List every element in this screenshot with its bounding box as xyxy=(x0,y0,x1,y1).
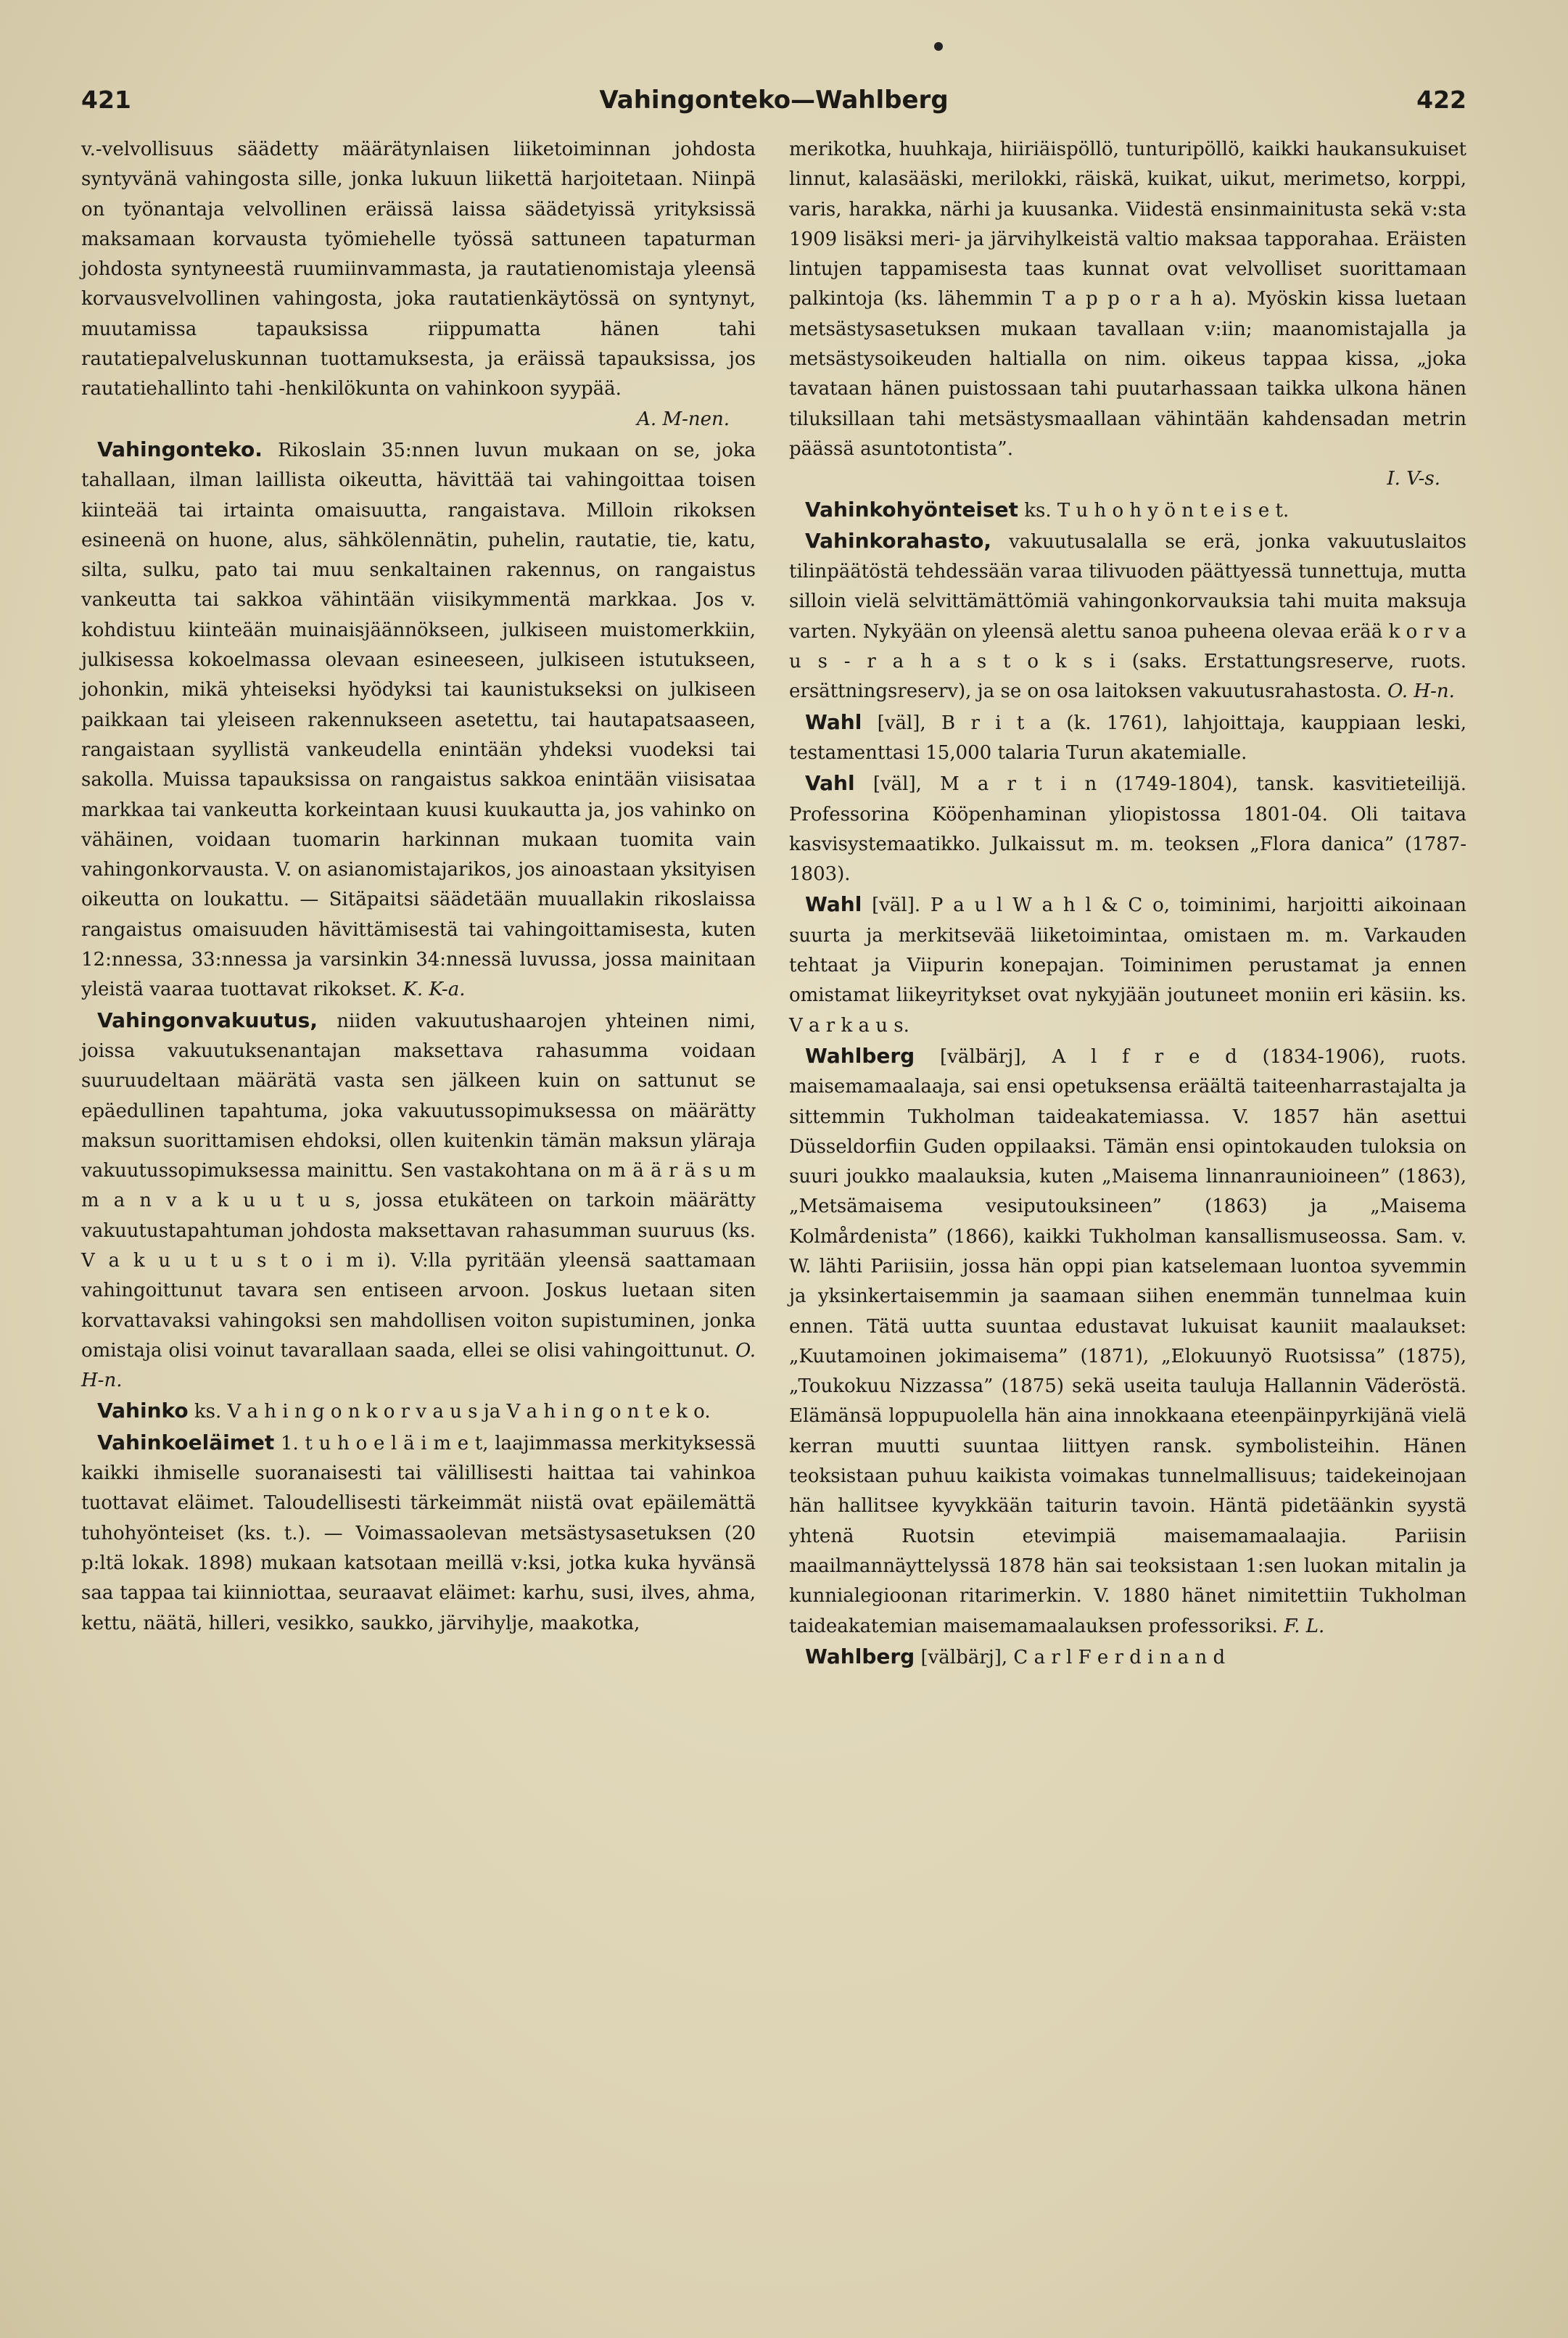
article-vahinkorahasto xyxy=(789,526,1466,707)
article-text: v.-velvollisuus säädetty määrätynlaisen liiketoiminnan johdosta syntyvänä vahingosta sille, jonka lukuun liikettä harjoitetaan. Niinpä on työnantaja velvollinen eräissä laissa säädetyissä yrityksissä maksamaan korvausta työmiehelle työssä sattuneen tapaturman johdosta syntyneestä ruumiinvammasta, ja rautatienomistaja yleensä korvausvelvollinen vahingosta, joka rautatienkäytössä on syntynyt, muutamissa tapauksissa riippumatta hänen tahi rautatiepalveluskunnan tuottamuksesta, ja eräissä tapauksissa, jos rautatiehallinto tahi -henkilökunta on vahinkoon syypää. xyxy=(81,139,756,400)
page-header xyxy=(81,86,1466,129)
headword: Wahl xyxy=(805,709,862,734)
article-continuation xyxy=(789,135,1466,495)
article-continuation xyxy=(81,135,756,435)
article-vahinko xyxy=(81,1396,756,1427)
running-title: Vahingonteko—Wahlberg xyxy=(599,86,949,115)
article-text: [väl], M a r t i n (1749-1804), tansk. kasvitieteilijä. Professorina Kööpenhaminan yliopistossa 1801-04. Oli taitava kasvisystemaatikko. Julkaissut m. m. teoksen „Flora danica” (1787-1803). xyxy=(789,773,1467,886)
article-text: [välbärj], A l f r e d (1834-1906), ruots. maisemamaalaaja, sai ensi opetuksensa eräältä taiteenharrastajalta ja sittemmin Tukholman taideakatemiassa. V. 1857 hän asettui Düsseldorfiin Guden oppilaaksi. Tämän ensi opintokauden tuloksia on suuri joukko maalauksia, kuten „Maisema linnanraunioineen” (1863), „Metsämaisema vesiputouksineen” (1863) ja „Maisema Kolmårdenista” (1866), kaikki Tukholman kansallismuseossa. Sam. v. W. lähti Pariisiin, jossa hän oppi pian katselemaan luontoa syvemmin ja yksinkertaisemmin ja saamaan siihen enemmän tunnelmaa kuin ennen. Tätä uutta suuntaa edustavat lukuisat kauniit maalaukset: „Kuutamoinen jokimaisema” (1871), „Elokuunyö Ruotsissa” (1875), „Toukokuu Nizzassa” (1875) sekä useita tauluja Hallannin Väderöstä. Elämänsä loppupuolella hän aina innokkaana eteenpäinpyrkijänä vielä kerran muutti suuntaa liittyen ransk. symbolisteihin. Hänen teoksistaan puhuu kaikista voimakas tunnelmallisuus; taidekeinojaan hän hallitsee kyvykkään taiturin tavoin. Häntä pidetäänkin syystä yhtenä Ruotsin etevimpiä maisemamaalaajia. Pariisin maailmannäyttelyssä 1878 hän sai teoksistaan 1:sen luokan mitalin ja kunnialegioonan ritarimerkin. V. 1880 hänet nimitettiin Tukholman taideakatemian maisemamaalauksen professoriksi. xyxy=(789,1045,1466,1637)
article-text: ks. T u h o h y ö n t e i s e t. xyxy=(1024,499,1290,522)
headword: Vahinkohyönteiset xyxy=(805,497,1018,522)
article-wahlberg-alfred xyxy=(789,1041,1466,1642)
author-signature: I. V-s. xyxy=(1387,468,1440,490)
headword: Vahl xyxy=(805,771,855,796)
article-text: merikotka, huuhkaja, hiiriäispöllö, tunturipöllö, kaikki haukansukuiset linnut, kalasääski, merilokki, räiskä, kuikat, uikut, merimetso, korppi, varis, harakka, närhi ja kuusanka. Viidestä ensinmainitusta sekä v:sta 1909 lisäksi meri- ja järvihylkeistä valtio maksaa tapporahaa. Eräisten lintujen tappamisesta taas kunnat ovat velvolliset suorittamaan palkintoja (ks. lähemmin T a p p o r a h a). Myöskin kissa luetaan metsästysasetuksen mukaan tavallaan v:iin; maanomistajalla ja metsästysoikeuden haltialla on nim. oikeus tappaa kissa, „joka tavataan hänen puistossaan tahi puutarhassaan taikka ulkona hänen tiluksillaan tahi metsästysmaallaan vähintään kahdensadan metrin päässä asuntotontista”. xyxy=(789,139,1466,460)
article-text: niiden vakuutushaarojen yhteinen nimi, joissa vakuutuksenantajan maksettava rahasumma voidaan suuruudeltaan määrätä vasta sen jälkeen kuin on sattunut se epäedullinen tapahtuma, joka vakuutussopimuksessa on määrätty maksun suorittamisen ehdoksi, ollen kuitenkin tämän maksun yläraja vakuutussopimuksessa mainittu. Sen vastakohtana on m ä ä r ä s u m m a n v a k u u t u s, jossa etukäteen on tarkoin määrätty vakuutustapahtuman johdosta maksettavan rahasumman suuruus (ks. V a k u u t u s t o i m i). V:lla pyritään yleensä saattamaan vahingoittunut tavara sen entiseen arvoon. Joskus luetaan siten korvattavaksi vahingoksi sen mahdollisen voiton supistuminen, jonka omistaja olisi voinut tavarallaan saada, ellei se olisi vahingoittunut. xyxy=(81,1010,756,1362)
headword: Wahlberg xyxy=(805,1043,915,1068)
article-vahinkoelaimet xyxy=(81,1428,756,1639)
article-text: vakuutusalalla se erä, jonka vakuutuslaitos tilinpäätöstä tehdessään varaa tilivuoden päättyessä tunnettuja, mutta silloin vielä selvittämättömiä vahingonkorvauksia tahi muita maksuja varten. Nykyään on yleensä alettu sanoa puheena olevaa erää k o r v a u s - r a h a s t o k s i (saks. Erstattungsreserve, ruots. ersättningsreserv), ja se on osa laitoksen vakuutusrahastosta. xyxy=(789,530,1467,703)
author-signature: O. H-n. xyxy=(81,1339,756,1392)
article-text: [väl], B r i t a (k. 1761), lahjoittaja, kauppiaan leski, testamenttasi 15,000 talaria Turun akatemialle. xyxy=(789,712,1466,764)
headword: Wahl xyxy=(805,892,862,917)
headword: Vahinko xyxy=(97,1399,189,1423)
article-wahl-paul xyxy=(789,889,1466,1040)
page-number-left: 421 xyxy=(81,86,131,114)
article-wahlberg-carl xyxy=(789,1642,1466,1673)
article-vahl-martin xyxy=(789,768,1466,889)
left-column xyxy=(81,135,756,1639)
author-signature: F. L. xyxy=(1284,1615,1325,1637)
article-vahingonteko xyxy=(81,435,756,1005)
article-vahinkohyonteiset xyxy=(789,495,1466,526)
headword: Vahinkorahasto, xyxy=(805,528,992,553)
headword: Vahingonvakuutus, xyxy=(97,1008,318,1032)
author-signature: A. M-nen. xyxy=(637,408,730,430)
headword: Vahinkoeläimet xyxy=(97,1430,275,1454)
article-text: 1. t u h o e l ä i m e t, laajimmassa merkityksessä kaikki ihmiselle suoranaisesti tai välillisesti haittaa tai vahinkoa tuottavat eläimet. Taloudellisesti tärkeimmät niistä ovat epäilemättä tuhohyönteiset (ks. t.). — Voimassaolevan metsästysasetuksen (20 p:ltä lokak. 1898) mukaan katsotaan meillä v:ksi, jotka kuka hyvänsä saa tappaa tai kiinniottaa, seuraavat eläimet: karhu, susi, ilves, ahma, kettu, näätä, hilleri, vesikko, saukko, järvihylje, maakotka, xyxy=(81,1432,756,1634)
headword: Vahingonteko. xyxy=(97,437,263,461)
right-column xyxy=(789,135,1466,1673)
author-signature: K. K-a. xyxy=(403,979,466,1001)
article-text: [välbärj], C a r l F e r d i n a n d xyxy=(920,1646,1226,1668)
article-wahl-brita xyxy=(789,707,1466,769)
article-vahingonvakuutus xyxy=(81,1005,756,1396)
article-text: [väl]. P a u l W a h l & C o, toiminimi, harjoitti aikoinaan suurta ja merkitsevää liiketoimintaa, omistaen m. m. Varkauden tehtaat ja Viipurin konepajan. Toiminimen perustamat ja ennen omistamat liikeyritykset ovat nykyjään joutuneet moniin eri käsiin. ks. V a r k a u s. xyxy=(789,894,1466,1037)
article-text: Rikoslain 35:nnen luvun mukaan on se, joka tahallaan, ilman laillista oikeutta, hävittää tai vahingoittaa toisen kiinteää tai irtainta omaisuutta, rangaistava. Milloin rikoksen esineenä on huone, alus, sähkölennätin, puhelin, rautatie, tie, katu, silta, sulku, pato tai muu senkaltainen rakennus, on rangaistus vankeutta tai sakkoa vähintään viisikymmentä markkaa. Jos v. kohdistuu kiinteään muinaisjäännökseen, julkiseen muistomerkkiin, julkisessa kokoelmassa olevaan esineeseen, julkiseen istutukseen, johonkin, mikä yhteiseksi hyödyksi tai kaunistukseksi on julkiseen paikkaan tai yleiseen rakennukseen asetettu, tai hautapatsaaseen, rangaistaan syyllistä vankeudella enintään yhdeksi vuodeksi tai sakolla. Muissa tapauksissa on rangaistus sakkoa enintään viisisataa markkaa tai vankeutta korkeintaan kuusi kuukautta ja, jos vahinko on vähäinen, voidaan tuomarin harkinnan mukaan tuomita vain vahingonkorvausta. V. on asianomistajarikos, jos ainoastaan yksityisen oikeutta on loukattu. — Sitäpaitsi säädetään muuallakin rikoslaissa rangaistus omaisuuden hävittämisestä tai vahingoittamisesta, kuten 12:nnessa, 33:nnessa ja varsinkin 34:nnessä luvussa, jossa mainitaan yleistä vaaraa tuottavat rikokset. xyxy=(81,439,756,1001)
headword: Wahlberg xyxy=(805,1644,915,1668)
page-number-right: 422 xyxy=(1416,86,1466,114)
author-signature: O. H-n. xyxy=(1387,680,1455,703)
article-text: ks. V a h i n g o n k o r v a u s ja V a h i n g o n t e k o. xyxy=(194,1401,711,1423)
ink-dot xyxy=(934,42,943,51)
